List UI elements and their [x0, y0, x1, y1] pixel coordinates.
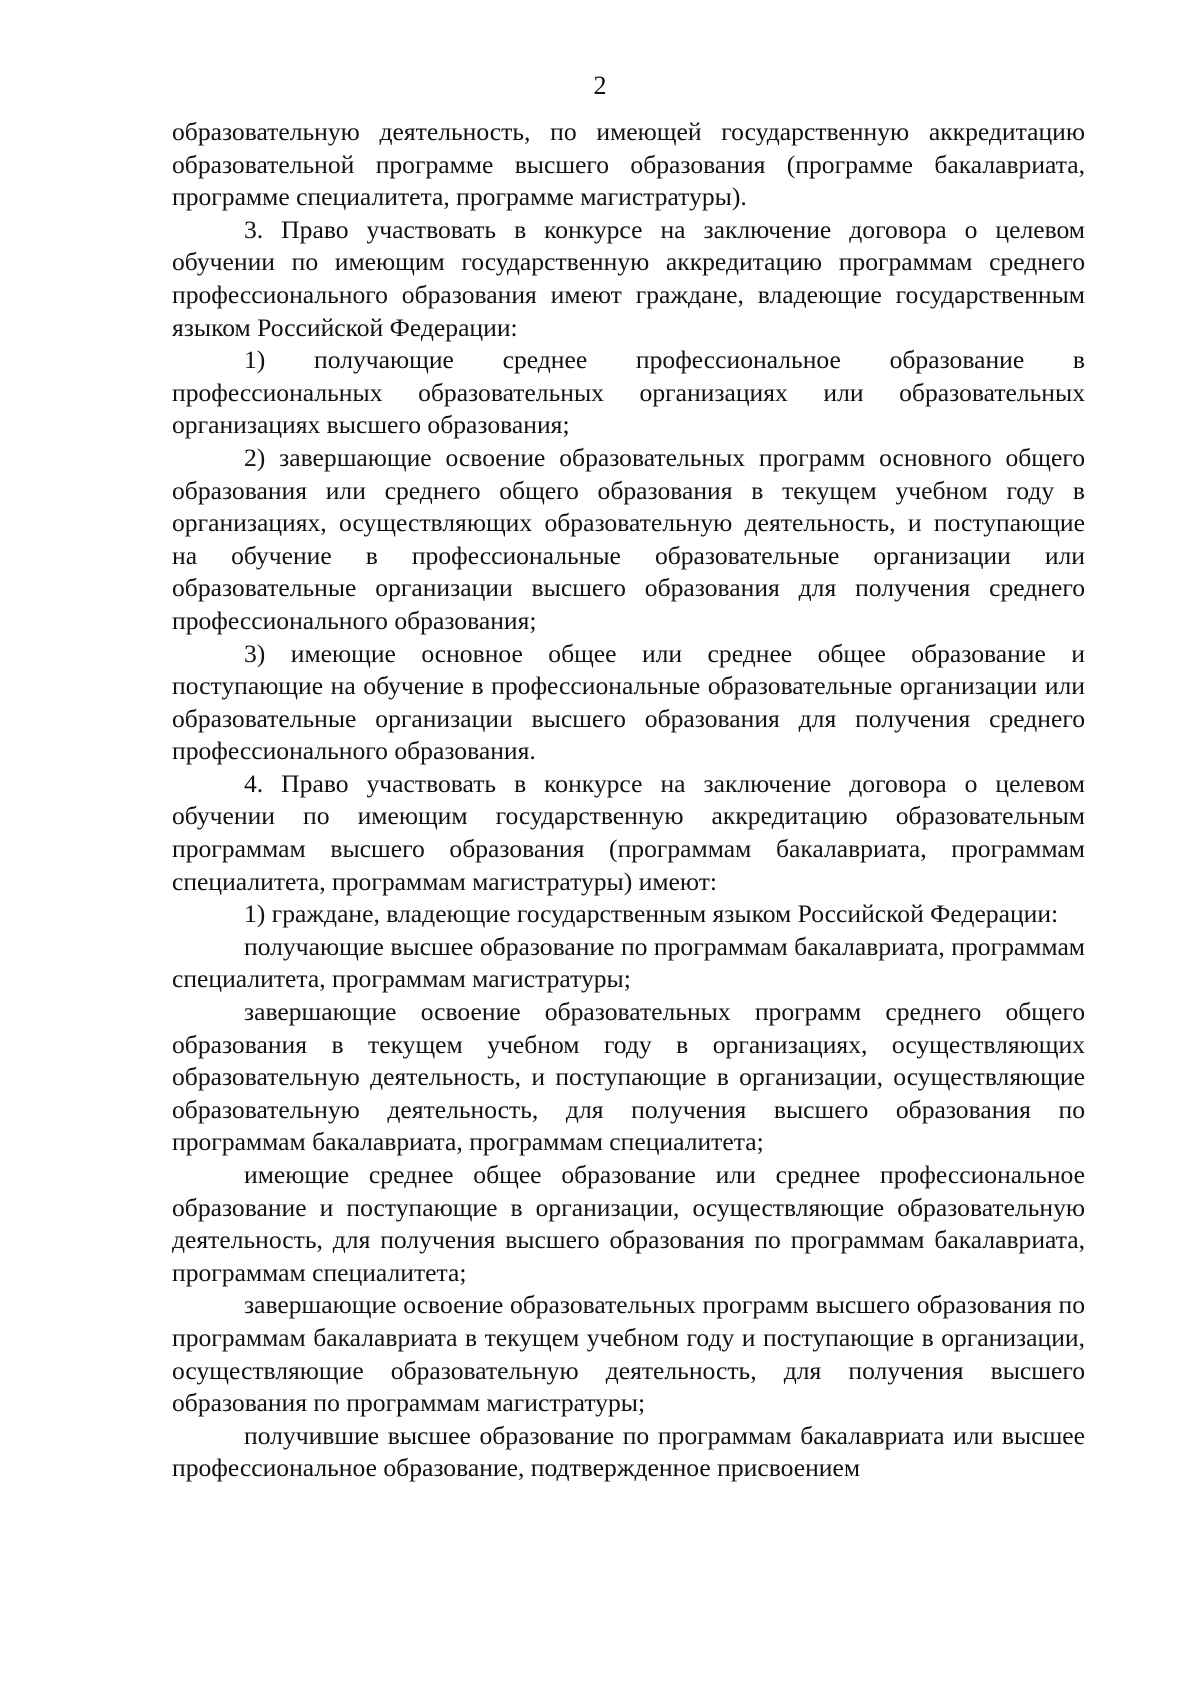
paragraph: 3) имеющие основное общее или среднее общее образование и поступающие на обучение в профессиональные образовательные организации или образовательные организации высшего образования для получения среднего профессионального образования. [172, 638, 1085, 766]
paragraph: 3. Право участвовать в конкурсе на заключение договора о целевом обучении по имеющим государственную аккредитацию программам среднего профессионального образования имеют граждане, владеющие государственным языком Российской Федерации: [172, 214, 1085, 342]
paragraph: 4. Право участвовать в конкурсе на заключение договора о целевом обучении по имеющим государственную аккредитацию образовательным программам высшего образования (программам бакалавриата, программам специалитета, программам магистратуры) имеют: [172, 768, 1085, 896]
paragraph: получившие высшее образование по программам бакалавриата или высшее профессиональное образование, подтвержденное присвоением [172, 1420, 1085, 1483]
paragraph: получающие высшее образование по программам бакалавриата, программам специалитета, программам магистратуры; [172, 931, 1085, 994]
paragraph: завершающие освоение образовательных программ высшего образования по программам бакалавриата в текущем учебном году и поступающие в организации, осуществляющие образовательную деятельность, для получения высшего образования по программам магистратуры; [172, 1290, 1085, 1418]
paragraph: 1) граждане, владеющие государственным языком Российской Федерации: [244, 899, 1059, 929]
document-body [172, 116, 1085, 1485]
page-number: 2 [593, 71, 607, 100]
paragraph: образовательную деятельность, по имеющей государственную аккредитацию образовательной программе высшего образования (программе бакалавриата, программе специалитета, программе магистратуры). [172, 117, 1085, 212]
paragraph: имеющие среднее общее образование или среднее профессиональное образование и поступающие в организации, осуществляющие образовательную деятельность, для получения высшего образования по программам бакалавриата, программам специалитета; [172, 1160, 1085, 1287]
paragraph: завершающие освоение образовательных программ среднего общего образования в текущем учебном году в организациях, осуществляющих образовательную деятельность, и поступающие в организации, осуществляющие образовательную деятельность, для получения высшего образования по программам бакалавриата, программам специалитета; [172, 997, 1085, 1157]
paragraph: 1) получающие среднее профессиональное образование в профессиональных образовательных организациях или образовательных организациях высшего образования; [172, 345, 1085, 440]
paragraph: 2) завершающие освоение образовательных программ основного общего образования или среднего общего образования в текущем учебном году в организациях, осуществляющих образовательную деятельность, и поступающие на обучение в профессиональные образовательные организации или образовательные организации высшего образования для получения среднего профессионального образования; [172, 442, 1085, 635]
